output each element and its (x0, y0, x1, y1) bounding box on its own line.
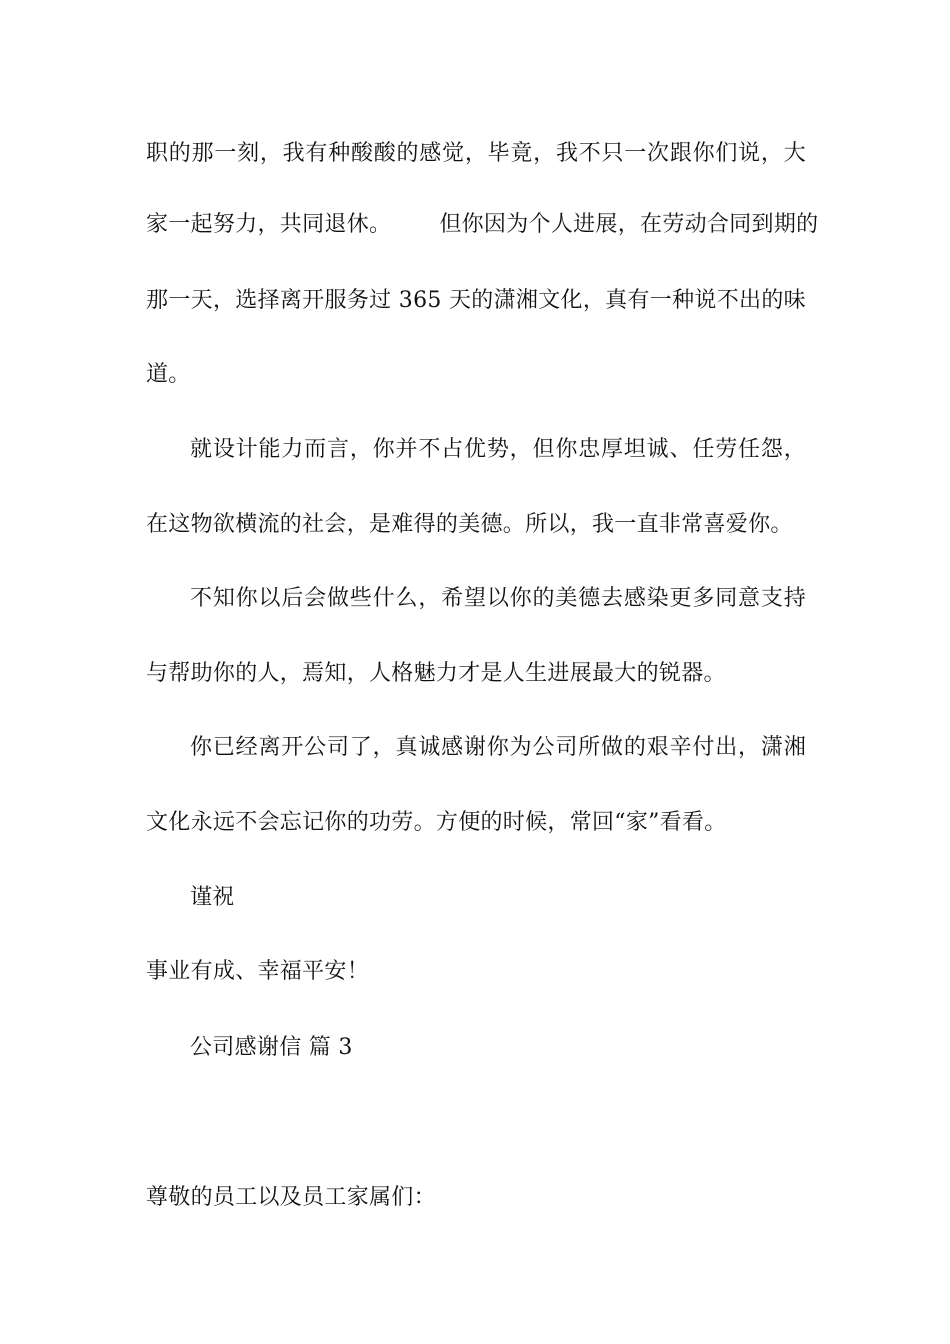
closing-text: 谨祝 (190, 885, 235, 910)
paragraph-2-line-2: 在这物欲横流的社会，是难得的美德。所以，我一直非常喜爱你。 (146, 512, 793, 537)
paragraph-1-line-2 (146, 210, 818, 240)
paragraph-1-line-2-part-b: 但你因为个人进展，在劳动合同到期的 (439, 212, 819, 237)
paragraph-1-line-2-part-a: 家一起努力，共同退休。 (146, 212, 392, 237)
paragraph-1-line-4: 道。 (146, 362, 191, 387)
paragraph-4-line-2: 文化永远不会忘记你的功劳。方便的时候，常回“家”看看。 (146, 810, 727, 835)
paragraph-3-line-1: 不知你以后会做些什么，希望以你的美德去感染更多同意支持 (190, 586, 806, 611)
paragraph-2-line-1: 就设计能力而言，你并不占优势，但你忠厚坦诚、任劳任怨， (190, 437, 806, 462)
paragraph-4-line-1: 你已经离开公司了，真诚感谢你为公司所做的艰辛付出，潇湘 (190, 735, 806, 760)
paragraph-1-line-3: 那一天，选择离开服务过 365 天的潇湘文化，真有一种说不出的味 (146, 288, 806, 313)
salutation: 尊敬的员工以及员工家属们： (146, 1185, 436, 1210)
paragraph-3-line-2: 与帮助你的人，焉知，人格魅力才是人生进展最大的锐器。 (146, 661, 726, 686)
wish-text: 事业有成、幸福平安！ (146, 959, 370, 984)
paragraph-1-line-1: 职的那一刻，我有种酸酸的感觉，毕竟，我不只一次跟你们说，大 (146, 141, 806, 166)
section-heading: 公司感谢信 篇 3 (190, 1035, 353, 1060)
